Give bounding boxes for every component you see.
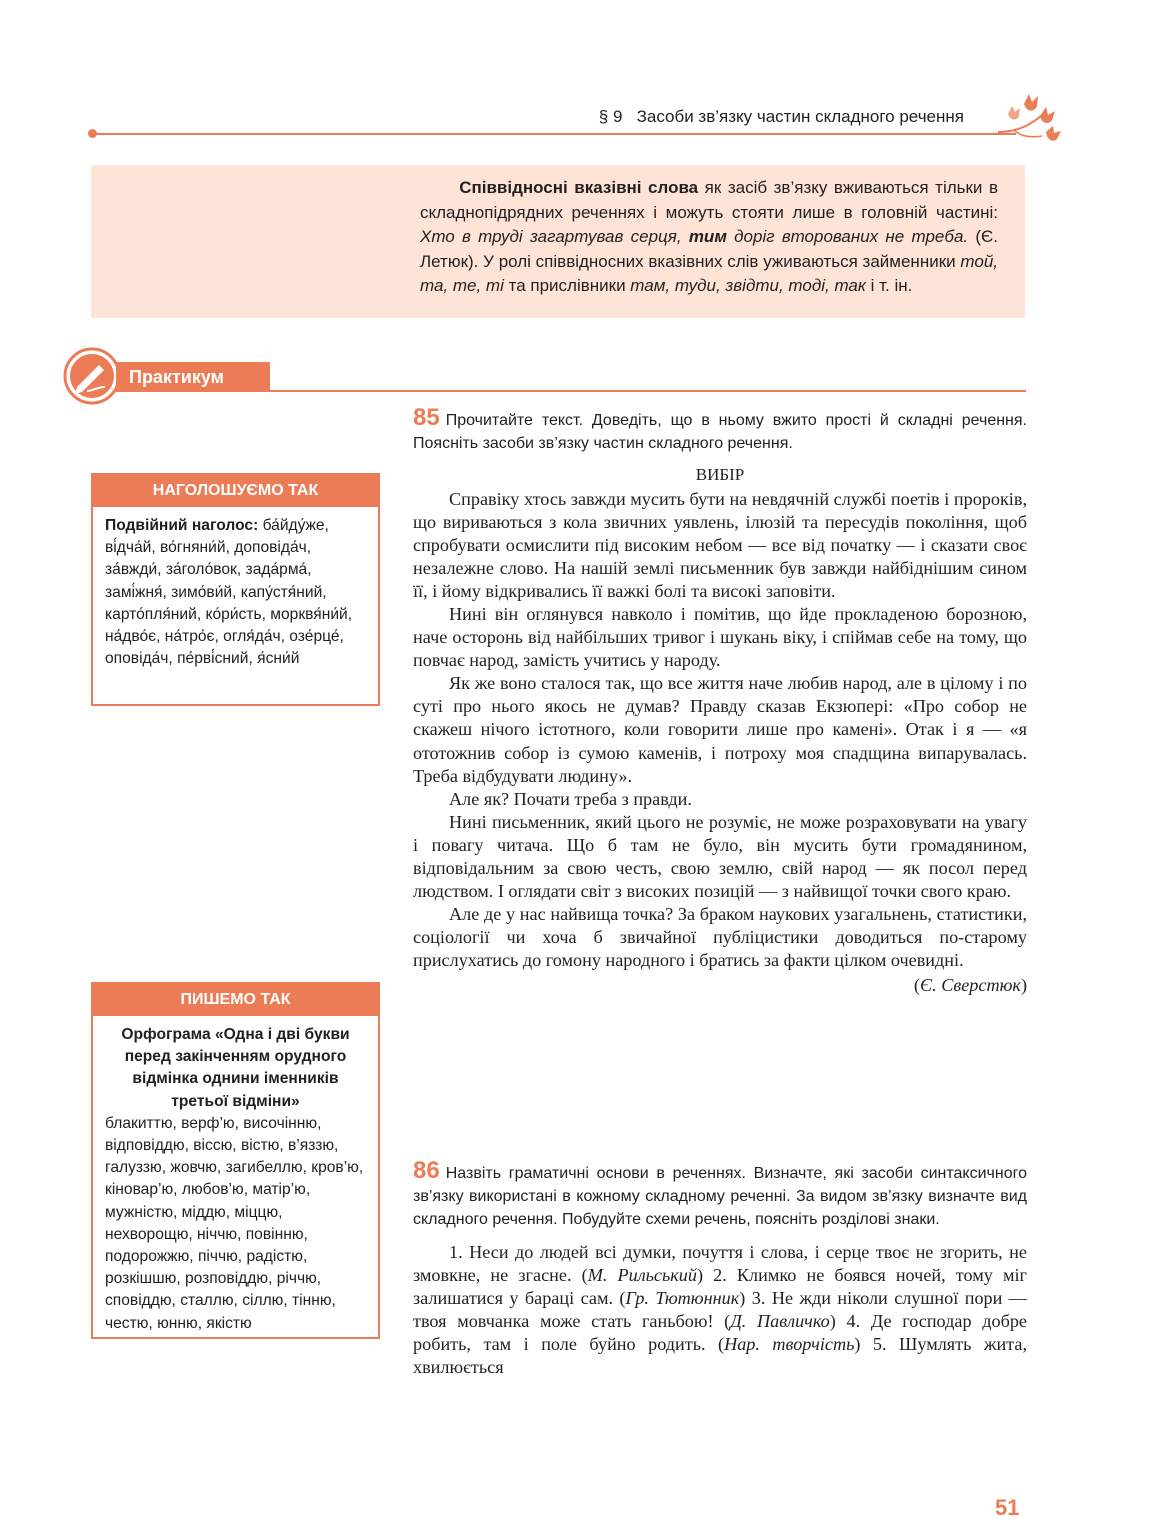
pencil-hand-icon (63, 347, 121, 405)
definition-part: як засіб зв’язку вживаються тільки в складнопідрядних реченнях і можуть стояти лише в головній частині: (420, 178, 998, 222)
text-title: ВИБІР (695, 465, 745, 484)
sentence-author: Д. Павличко (730, 1311, 830, 1332)
header-rule (94, 133, 1016, 135)
spelling-box-title: ПИШЕМО ТАК (93, 984, 378, 1016)
example-italic: Хто в труді загартував серця, (420, 227, 689, 247)
task-86-number: 86 (413, 1157, 440, 1184)
task-86-text: Назвіть граматичні основи в реченнях. Визначте, які засоби синтаксичного зв’язку використані в кожному складному реченні. За видом зв’язку визначте вид складного речення. Побудуйте схеми речень, поясніть розділові знаки. (413, 1165, 1027, 1228)
spelling-box-body (93, 1016, 378, 1343)
running-header (599, 107, 964, 127)
task-86 (413, 1157, 1028, 1379)
sentence: ) 5. Шумлять жита, хвилюється (413, 1334, 1027, 1378)
sentence: 1. Неси до людей всі думки, почуття і слова, і серце твоє не згорить, не змовкне, не згасне. ( (413, 1242, 1027, 1286)
task-86-instruction (413, 1157, 1027, 1231)
paragraph: Але як? Почати треба з правди. (449, 788, 692, 809)
paragraph: Нині він оглянувся навколо і помітив, що йде прокладеною борозною, наче осторонь від найбільших тривог і шукань віку, і спіймав себе на тому, що повчає народ, замість учитись у народу. (413, 604, 1027, 671)
sentence: ) 2. Климко не боявся ночей, тому міг залишатися у бараці сам. ( (413, 1265, 1028, 1309)
pronouns-italic: той, та, те, ті (420, 251, 998, 296)
sentence: ) 4. Де господар добре робить, там і поле буйно родить. ( (413, 1311, 1027, 1355)
text-author: (Є. Сверстюк) (913, 974, 1027, 995)
sentences-paragraph (413, 1241, 1027, 1379)
paragraph: Справіку хтось завжди мусить бути на невдячній службі поетів і пророків, що вириваються з кола звичних уявлень, ілюзій та пересудів покоління, щоб спробувати осмислити під високим небом — все від початку — і сказати своє незалежне слово. На нашій землі письменник був завжди найбіднішим сином її, і йому відкривались її важкі болі та високі заповіти. (413, 489, 1027, 602)
definition-part: і т. ін. (865, 276, 913, 296)
sentence-author: Гр. Тютюнник (625, 1288, 740, 1309)
definition-term: Співвідносні вказівні слова (459, 178, 699, 197)
orthogram-words: блакиттю, верф’ю, височінню, відповіддю, віссю, вістю, в’яззю, галуззю, жовчю, загибеллю, кров’ю, кіновар’ю, любов’ю, матір’ю, мужністю, міддю, міццю, нехворощю, ніччю, повінню, подорожжю, піччю, радістю, розкішшю, розповіддю, річчю, сповіддю, сталлю, сіллю, тінню, честю, юнню, якістю (105, 1114, 364, 1332)
definition-text (420, 176, 998, 299)
stress-box-body (93, 507, 378, 678)
paragraph: Але де у нас найвища точка? За браком наукових узагальнень, статистики, соціології чи хоча б звичайної публіцистики доводиться по-старому прислухатись до гомону народного і братись за факти цілком очевидні. (413, 903, 1027, 970)
stress-box (91, 473, 380, 706)
author-name: Є. Сверстюк (919, 974, 1021, 995)
praktykum-rule (116, 390, 1026, 392)
task-85-instruction (413, 404, 1027, 455)
stress-box-title: НАГОЛОШУЄМО ТАК (93, 475, 378, 507)
page-number: 51 (995, 1495, 1020, 1520)
definition-part: (Є. Летюк). У ролі співвідносних вказівних слів уживаються займенники (420, 227, 998, 271)
task-85 (413, 404, 1027, 996)
sentence: ) 3. Не жди ніколи слушної пори — твоя мовчанка може стать ганьбою! ( (413, 1288, 1027, 1332)
section-number: § 9 (598, 107, 623, 126)
definition-part: та прислівники (503, 276, 631, 296)
stress-box-words: ба́йду́же, ві́дча́й, во́гняни́й, доповіда́ч, за́вжди́, за́голо́вок, зада́рма́, замі́жня́, зимо́ви́й, капу́стя́ний, карто́пля́ний, ко́ри́сть, морквя́ни́й, на́дво́є, на́тро́є, огля́да́ч, озе́рце́, оповіда́ч, пе́рві́сний, я́сни́й (105, 517, 353, 668)
section-title: Засоби зв’язку частин складного речення (636, 107, 964, 126)
task-85-text: Прочитайте текст. Доведіть, що в ньому вжито прості й складні речення. Поясніть засоби зв’язку частин складного речення. (413, 412, 1027, 452)
definition-box (91, 165, 1025, 318)
sentences (413, 1241, 1027, 1379)
praktykum-tab: Практикум (116, 362, 270, 392)
sentence-author: Нар. творчість (724, 1334, 855, 1355)
sentence-author: М. Рильський (587, 1265, 697, 1286)
task-85-number: 85 (413, 404, 440, 431)
stress-box-lead: Подвійний наголос: (105, 517, 259, 534)
flower-decoration-icon (990, 86, 1070, 146)
spelling-box (91, 982, 380, 1339)
example-bold: тим (688, 227, 727, 247)
paragraph: Як же воно сталося так, що все життя наче любив народ, але в цілому і по суті про нього якось не думав? Правду сказав Екзюпері: «Про собор не скажеш нічого істотного, коли говорити лише про камені». Отак і я — «я ототожнив собор із сумою каменів, і потроху моя спадщина випарувалась. Треба відбудувати людину». (413, 673, 1027, 786)
paragraph: Нині письменник, який цього не розуміє, не може розраховувати на увагу і повагу читача. Що б там не було, він мусить бути громадянином, відповідальним за свою честь, свою землю, свій народ — як посол перед людством. І оглядати світ з високих позицій — з найвищої точки свого краю. (413, 811, 1027, 901)
orthogram-title: Орфограма «Одна і дві букви перед закінченням орудного відмінка однини іменників третьої відміни» (121, 1026, 350, 1110)
reading-text (413, 488, 1027, 972)
adverbs-italic: там, туди, звідти, тоді, так (630, 276, 866, 296)
example-italic: доріг второваних не треба. (726, 227, 969, 247)
